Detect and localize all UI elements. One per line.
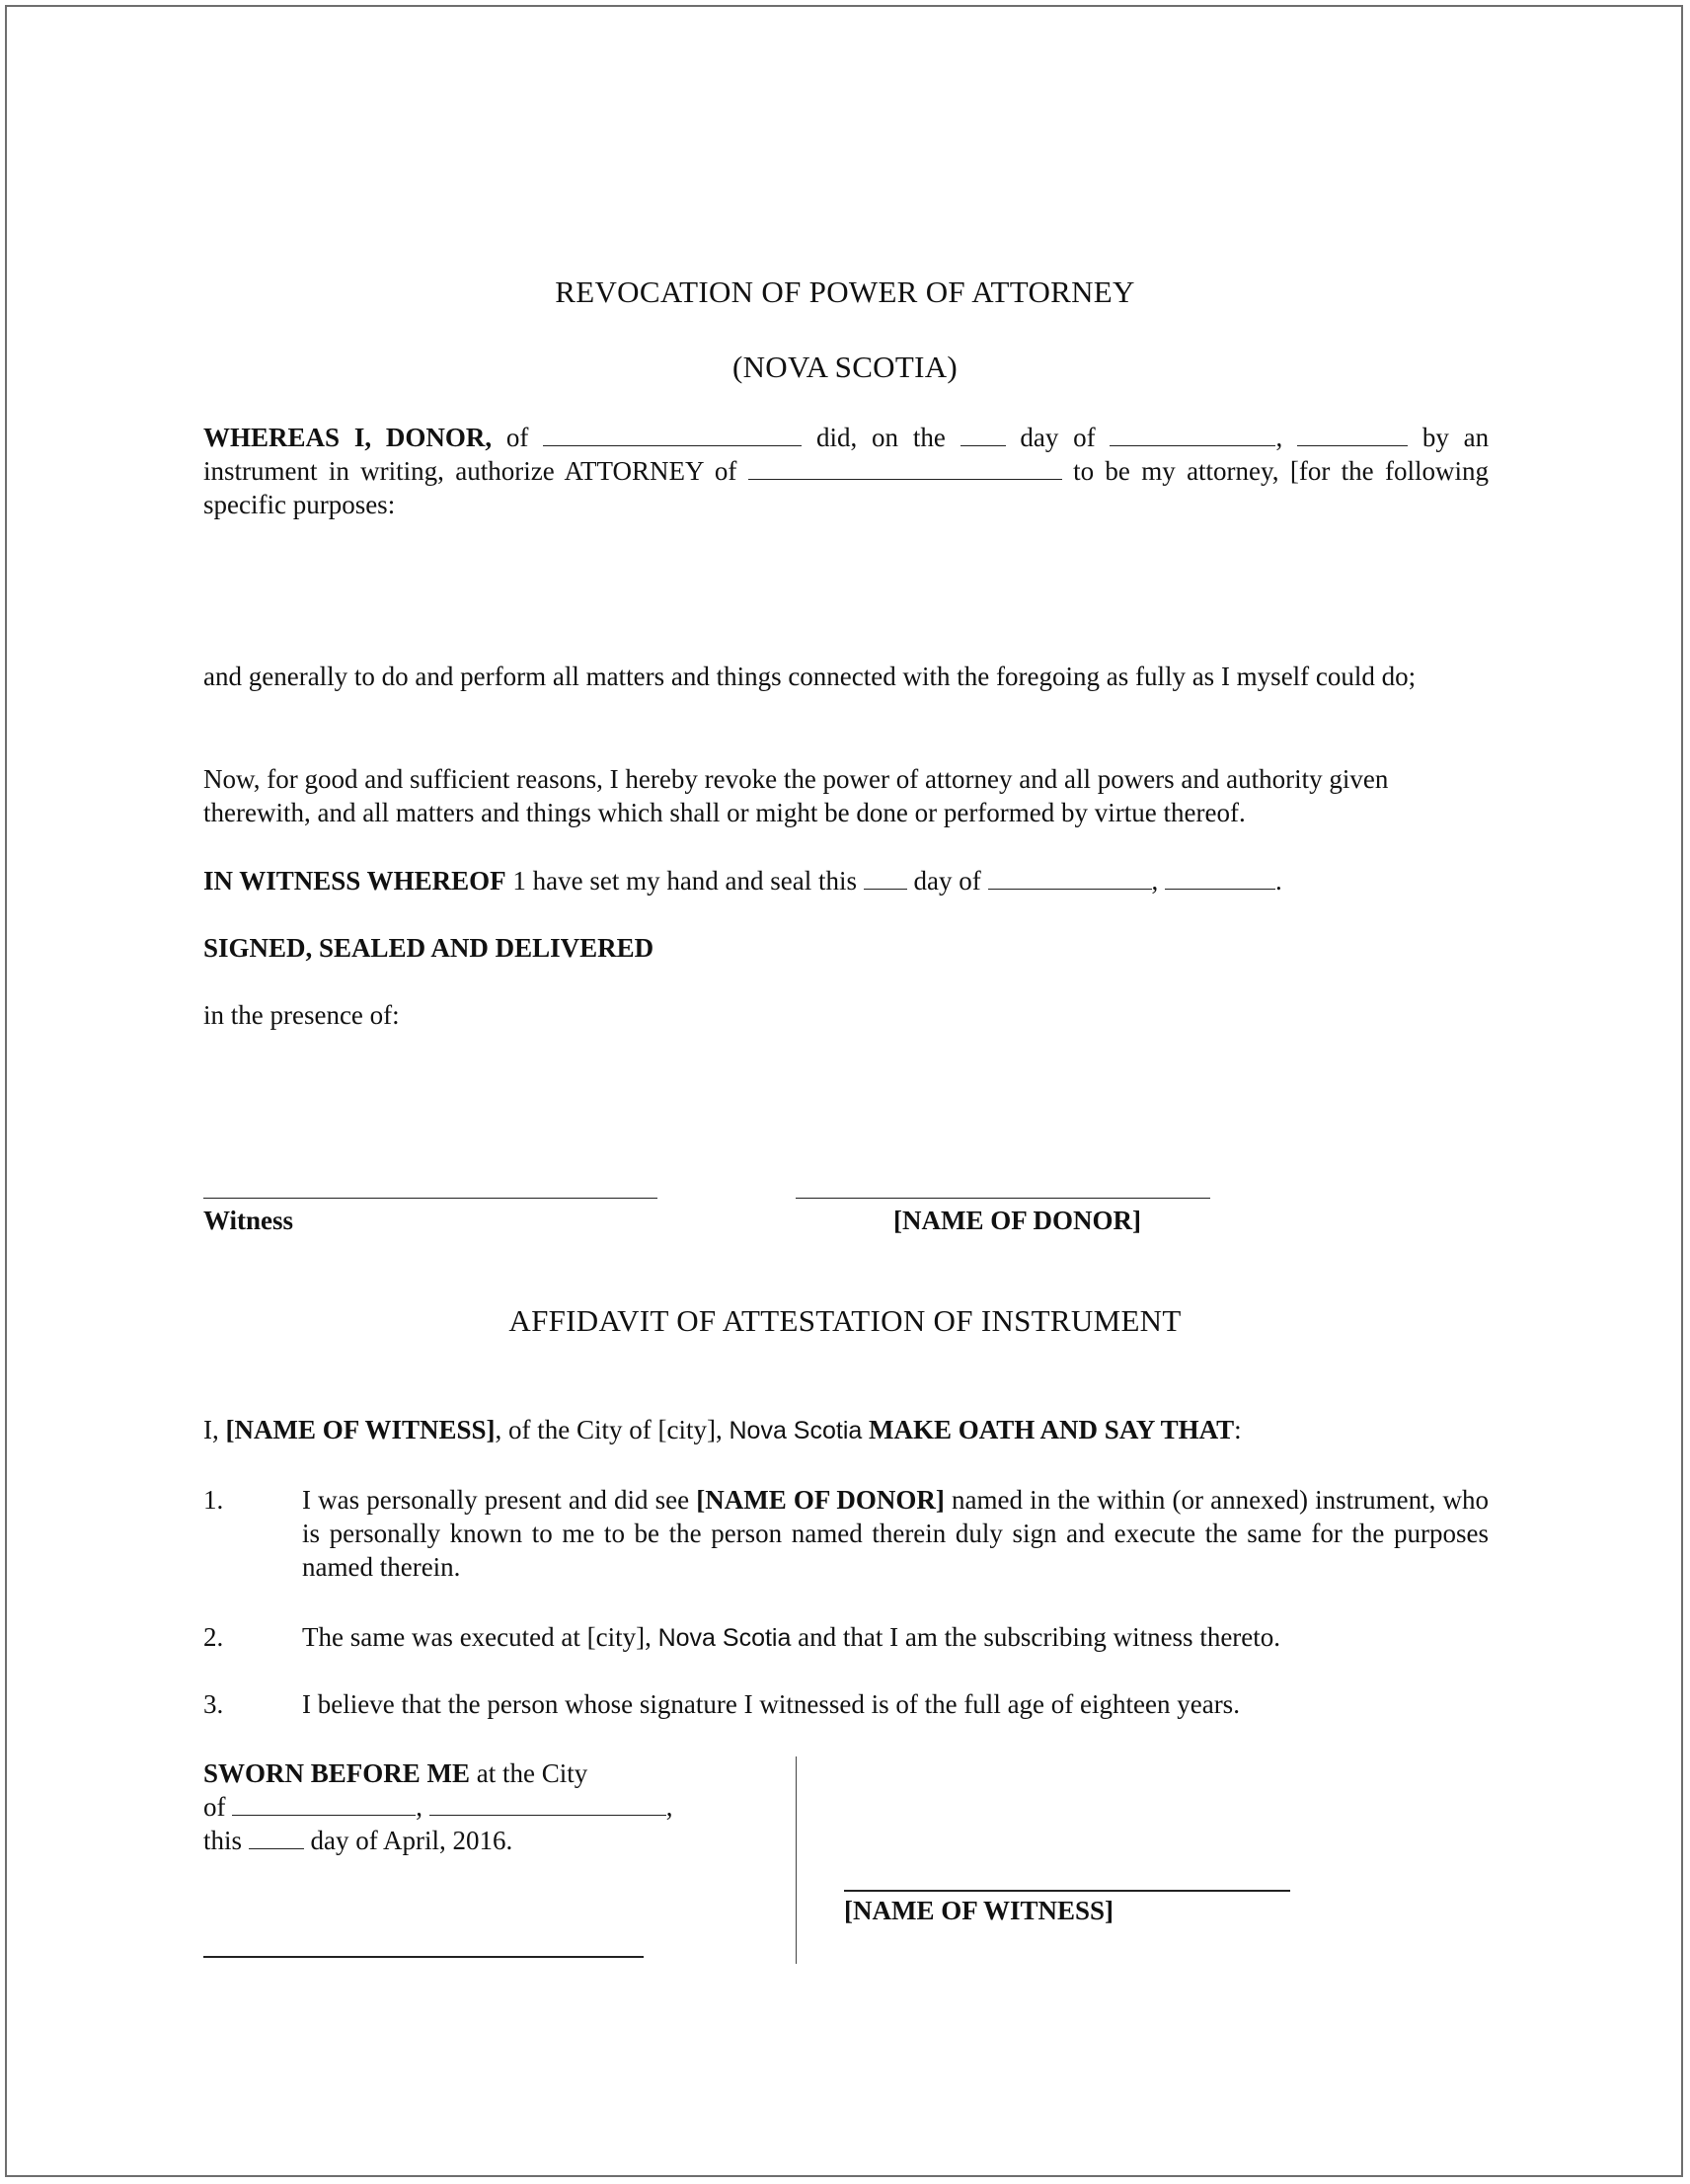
intro-oath: MAKE OATH AND SAY THAT [869,1415,1235,1444]
seal-month-blank[interactable] [988,867,1152,890]
seal-year-blank[interactable] [1165,867,1275,890]
whereas-text-purposes: to be my attorney, [for the following specific purposes: [203,456,1489,519]
witness-clause-lead: IN WITNESS WHEREOF [203,866,506,896]
whereas-text-of: of [505,423,529,452]
intro-city: , of the City of [city], [495,1415,723,1444]
sworn-line-2 [203,1790,673,1824]
affidavit-item-3: I believe that the person whose signature I witnessed is of the full age of eighteen years. [302,1689,1240,1719]
affidavit-item-2 [302,1620,1489,1655]
item-2-text-a: The same was executed at [city], [302,1622,652,1652]
sworn-city-blank[interactable] [232,1793,416,1816]
document-title: REVOCATION OF POWER OF ATTORNEY [555,274,1135,309]
sworn-day-blank[interactable] [249,1827,304,1849]
intro-colon: : [1234,1415,1242,1444]
jurisdiction-subtitle: (NOVA SCOTIA) [731,350,959,384]
year-blank[interactable] [1297,424,1408,446]
whereas-lead: WHEREAS I, DONOR, [203,423,493,452]
presence-text: in the presence of: [203,1000,400,1030]
item-1-donor-name: [NAME OF DONOR] [696,1485,945,1515]
item-1-text-a: I was personally present and did see [302,1485,690,1515]
seal-day-blank[interactable] [864,867,907,890]
intro-witness-name: [NAME OF WITNESS] [225,1415,496,1444]
month-blank[interactable] [1110,424,1275,446]
sworn-city: at the City [476,1758,588,1788]
sworn-line-1 [203,1756,587,1790]
item-number-3: 3. [203,1689,224,1719]
affidavit-title: AFFIDAVIT OF ATTESTATION OF INSTRUMENT [508,1303,1182,1338]
sworn-comma-2: , [665,1792,673,1822]
item-number-1: 1. [203,1485,224,1515]
whereas-comma: , [1275,423,1283,452]
donor-label: [NAME OF DONOR] [893,1206,1141,1235]
affiant-name-label: [NAME OF WITNESS] [844,1896,1114,1925]
witness-clause-comma: , [1151,866,1159,896]
sworn-of: of [203,1792,226,1822]
affidavit-intro [203,1413,1242,1447]
affiant-signature-line[interactable] [844,1890,1290,1892]
whereas-text-did: did, on the [816,423,946,452]
sworn-this: this [203,1826,243,1855]
intro-province: Nova Scotia [729,1417,863,1444]
attorney-address-blank[interactable] [748,457,1062,480]
commissioner-signature-line[interactable] [203,1956,644,1958]
donor-address-blank[interactable] [543,424,802,446]
witness-clause-text: 1 have set my hand and seal this [512,866,858,896]
item-1-text-b: named in the within (or annexed) instrument, who is personally known to me to be the person named therein duly sign and execute the same for the purposes named therein. [302,1485,1489,1582]
sworn-date: day of April, 2016. [310,1826,513,1855]
day-blank[interactable] [960,424,1006,446]
item-2-province: Nova Scotia [657,1624,792,1652]
whereas-paragraph [203,421,1489,521]
whereas-text-authorize: by an instrument in writing, authorize ATTORNEY of [203,423,1490,486]
item-2-text-b: and that I am the subscribing witness thereto. [798,1622,1281,1652]
whereas-text-dayof: day of [1020,423,1096,452]
witness-clause [203,864,1282,897]
witness-label: Witness [203,1206,294,1235]
intro-i: I, [203,1415,219,1444]
affidavit-item-1 [302,1483,1489,1584]
donor-signature-line[interactable] [796,1198,1210,1199]
item-number-2: 2. [203,1622,224,1652]
generally-paragraph: and generally to do and perform all matters and things connected with the foregoing as fully as I myself could do; [203,662,1417,691]
sworn-lead: SWORN BEFORE ME [203,1758,471,1788]
sworn-comma-1: , [416,1792,422,1822]
sworn-line-3 [203,1824,512,1857]
witness-signature-line[interactable] [203,1198,657,1199]
sworn-province-blank[interactable] [429,1793,666,1816]
signature-divider [796,1756,797,1964]
witness-clause-dayof: day of [913,866,981,896]
signed-sealed-delivered: SIGNED, SEALED AND DELIVERED [203,933,654,963]
revoke-paragraph: Now, for good and sufficient reasons, I hereby revoke the power of attorney and all powers and authority given therewith, and all matters and things which shall or might be done or performed by virtue thereof. [203,764,1389,827]
witness-clause-period: . [1275,866,1282,896]
